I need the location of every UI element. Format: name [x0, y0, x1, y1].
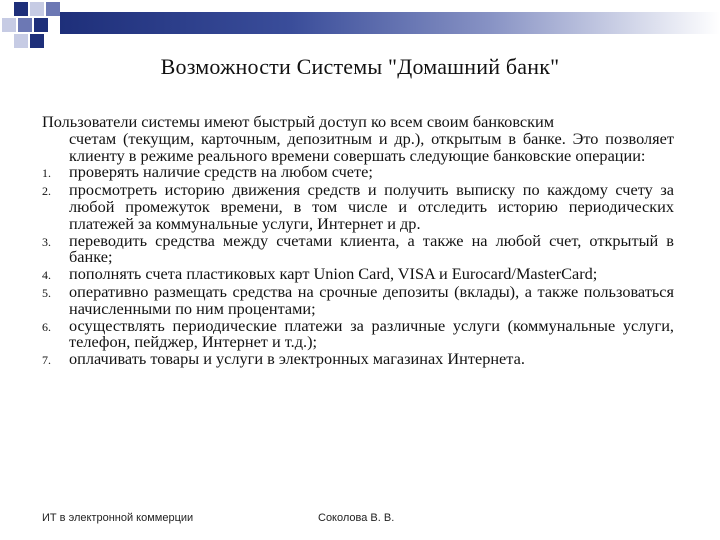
list-item [42, 315, 674, 352]
intro-continuation: счетам (текущим, карточным, депозитным и др.), открытым в банке. Это позволяет клиенту в режиме реального времени совершать следующие банковские операции: [69, 128, 674, 165]
list-item [42, 351, 674, 369]
decor-square [30, 34, 44, 48]
list-item [42, 182, 674, 232]
list-item-text: проверять наличие средств на любом счете; [69, 162, 373, 182]
decor-square [30, 2, 44, 16]
list-item-text: просмотреть историю движения средств и получить выписку по каждому счету за любой промежуток времени, в том числе и отследить историю периодических платежей за коммунальные услуги, Интернет и др. [69, 180, 674, 233]
list-item-text: осуществлять периодические платежи за различные услуги (коммунальные услуги, телефон, пейджер, Интернет и т.д.); [69, 315, 674, 352]
list-item-number: 3. [42, 234, 51, 249]
list-item-number: 2. [42, 184, 51, 199]
decorative-gradient-band [60, 12, 720, 34]
decorative-header-pattern [0, 0, 720, 48]
decor-square [14, 2, 28, 16]
list-item [42, 281, 674, 318]
list-item-text: пополнять счета пластиковых карт Union Card, VISA и Eurocard/MasterCard; [69, 264, 598, 284]
slide-body [42, 114, 674, 369]
list-item-text: оперативно размещать средства на срочные депозиты (вклады), а также пользоваться начисленными по ним процентами; [69, 281, 674, 318]
decor-square [46, 2, 60, 16]
operations-list [42, 164, 674, 369]
intro-paragraph [42, 114, 674, 164]
decor-square [18, 18, 32, 32]
decor-square [2, 18, 16, 32]
decor-square [14, 34, 28, 48]
slide-title: Возможности Системы "Домашний банк" [160, 54, 560, 79]
intro-first-line: Пользователи системы имеют быстрый доступ ко всем своим банковским [42, 112, 555, 131]
decor-square [34, 18, 48, 32]
list-item-text: оплачивать товары и услуги в электронных магазинах Интернета. [69, 349, 525, 369]
list-item-number: 1. [42, 166, 51, 181]
list-item [42, 230, 674, 267]
list-item-number: 6. [42, 319, 51, 334]
list-item-number: 4. [42, 268, 51, 283]
list-item-number: 7. [42, 353, 51, 368]
list-item-text: переводить средства между счетами клиента, а также на любой счет, открытый в банке; [69, 230, 674, 267]
footer-author: Соколова В. В. [318, 512, 395, 524]
footer-course-name: ИТ в электронной коммерции [42, 512, 194, 524]
list-item-number: 5. [42, 285, 51, 300]
